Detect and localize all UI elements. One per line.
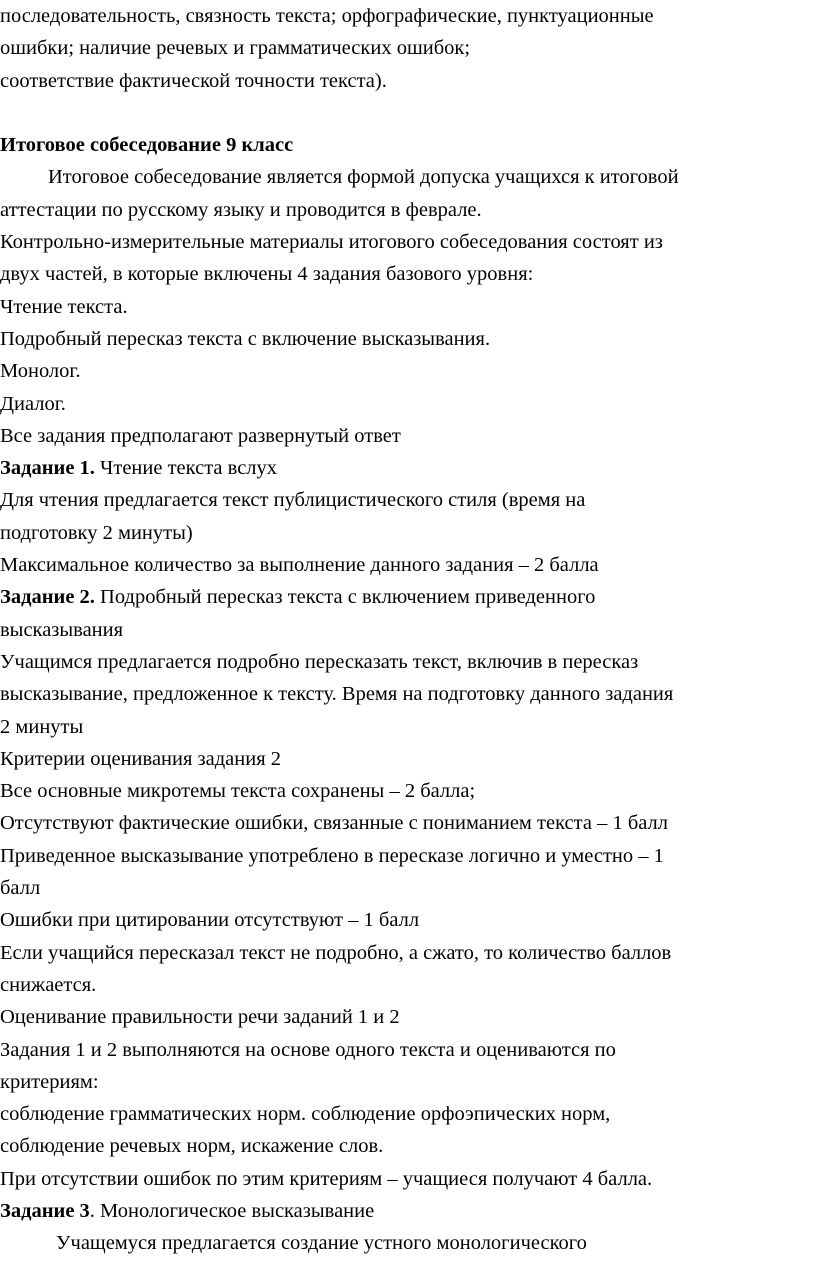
speech-line-2: критериям:	[0, 1070, 99, 1093]
task-3-desc-1: Учащемуся предлагается создание устного монологического	[56, 1232, 587, 1255]
part-item: Монолог.	[0, 360, 81, 383]
task-2-desc-2: высказывание, предложенное к тексту. Время на подготовку данного задания	[0, 683, 674, 706]
speech-line-3: соблюдение грамматических норм. соблюдение орфоэпических норм,	[0, 1103, 611, 1126]
task-1-title: Чтение текста вслух	[94, 457, 278, 480]
task-2-label: Задание 2.	[0, 586, 95, 609]
task-2-note-1: Если учащийся пересказал текст не подробно, а сжато, то количество баллов	[0, 941, 672, 964]
part-item: Подробный пересказ текста с включение высказывания.	[0, 327, 491, 350]
speech-title: Оценивание правильности речи заданий 1 и 2	[0, 1006, 400, 1029]
task-1-max: Максимальное количество за выполнение данного задания – 2 балла	[0, 554, 599, 577]
task-1-heading	[0, 452, 816, 484]
task-2-criterion-1: Все основные микротемы текста сохранены – 2 балла;	[0, 780, 476, 803]
task-2-title: Подробный пересказ текста с включением приведенного	[94, 586, 596, 609]
speech-line-4: соблюдение речевых норм, искажение слов.	[0, 1135, 384, 1158]
intro-line-1: последовательность, связность текста; орфографические, пунктуационные	[0, 5, 654, 27]
task-2-criterion-2: Отсутствуют фактические ошибки, связанные с пониманием текста – 1 балл	[0, 812, 668, 835]
task-3-heading	[0, 1195, 816, 1227]
all-tasks-note: Все задания предполагают развернутый ответ	[0, 424, 401, 447]
task-1-desc-2: подготовку 2 минуты)	[0, 521, 193, 544]
speech-line-5: При отсутствии ошибок по этим критериям – учащиеся получают 4 балла.	[0, 1167, 653, 1190]
task-2-heading	[0, 581, 816, 613]
speech-line-1: Задания 1 и 2 выполняются на основе одного текста и оцениваются по	[0, 1038, 616, 1061]
section-heading: Итоговое собеседование 9 класс	[0, 134, 294, 157]
blank-line	[0, 97, 816, 129]
part-item: Диалог.	[0, 392, 66, 415]
paragraph-1-line-1: Итоговое собеседование является формой допуска учащихся к итоговой	[48, 166, 679, 189]
paragraph-1-line-2: аттестации по русскому языку и проводится в феврале.	[0, 198, 482, 221]
paragraph-2-line-1: Контрольно-измерительные материалы итогового собеседования состоят из	[0, 231, 663, 254]
intro-line-2: ошибки; наличие речевых и грамматических ошибок;	[0, 37, 471, 60]
task-3-title: . Монологическое высказывание	[89, 1199, 375, 1222]
task-2-note-2: снижается.	[0, 973, 97, 996]
task-2-desc-3: 2 минуты	[0, 715, 84, 738]
paragraph-2-line-2: двух частей, в которые включены 4 задания базового уровня:	[0, 263, 534, 286]
task-1-label: Задание 1.	[0, 457, 95, 480]
task-2-criterion-3a: Приведенное высказывание употреблено в пересказе логично и уместно – 1	[0, 844, 664, 867]
task-2-criterion-3b: балл	[0, 877, 41, 900]
task-2-criteria-title: Критерии оценивания задания 2	[0, 747, 282, 770]
task-2-criterion-4: Ошибки при цитировании отсутствуют – 1 балл	[0, 909, 420, 932]
task-2-title-cont: высказывания	[0, 618, 124, 641]
task-3-label: Задание 3	[0, 1199, 90, 1222]
task-1-desc-1: Для чтения предлагается текст публицистического стиля (время на	[0, 489, 586, 512]
part-item: Чтение текста.	[0, 295, 128, 318]
intro-line-3: соответствие фактической точности текста).	[0, 69, 387, 92]
task-2-desc-1: Учащимся предлагается подробно пересказать текст, включив в пересказ	[0, 650, 639, 673]
